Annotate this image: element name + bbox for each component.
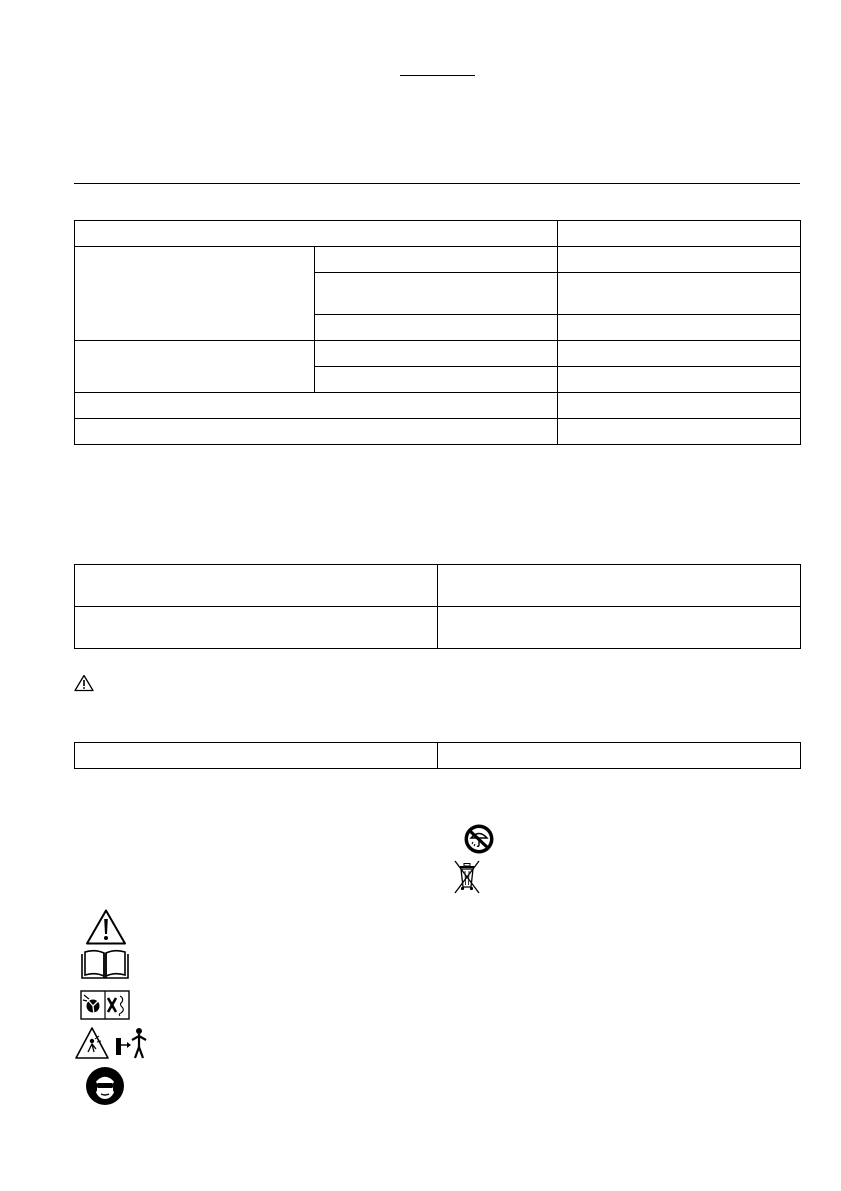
table-cell	[75, 565, 438, 607]
table-cell	[438, 743, 801, 769]
ear-eye-protection-icon	[85, 1066, 125, 1106]
keep-bystanders-away-icon	[75, 1025, 155, 1061]
specifications-table	[74, 220, 801, 445]
table-row	[75, 607, 801, 649]
table-cell	[75, 393, 558, 419]
table-row	[75, 221, 801, 247]
table-cell	[75, 743, 438, 769]
warning-triangle-icon	[74, 674, 94, 692]
table-cell	[558, 367, 801, 393]
table-cell	[558, 393, 801, 419]
noise-table	[74, 564, 801, 649]
table-cell	[315, 367, 558, 393]
crossed-out-bin-icon	[451, 857, 483, 897]
table-row	[75, 419, 801, 445]
table-row	[75, 565, 801, 607]
table-cell	[75, 341, 315, 393]
table-cell	[558, 315, 801, 341]
section-divider	[74, 183, 800, 184]
table-cell	[315, 273, 558, 315]
table-cell	[75, 607, 438, 649]
vibration-table	[74, 742, 801, 769]
table-cell	[438, 565, 801, 607]
table-row	[75, 393, 801, 419]
table-cell	[438, 607, 801, 649]
rotating-fan-hazard-icon	[80, 990, 130, 1020]
table-cell	[558, 221, 801, 247]
table-cell	[558, 419, 801, 445]
table-cell	[75, 247, 315, 341]
table-cell	[75, 221, 558, 247]
table-cell	[315, 315, 558, 341]
table-cell	[558, 273, 801, 315]
no-rain-icon	[462, 823, 496, 855]
table-cell	[558, 341, 801, 367]
warning-triangle-icon	[85, 908, 127, 946]
title-underline	[400, 75, 475, 76]
table-cell	[315, 341, 558, 367]
table-row	[75, 247, 801, 273]
table-cell	[315, 247, 558, 273]
table-row	[75, 341, 801, 367]
table-cell	[75, 419, 558, 445]
table-cell	[558, 247, 801, 273]
table-row	[75, 743, 801, 769]
read-manual-icon	[80, 948, 130, 980]
